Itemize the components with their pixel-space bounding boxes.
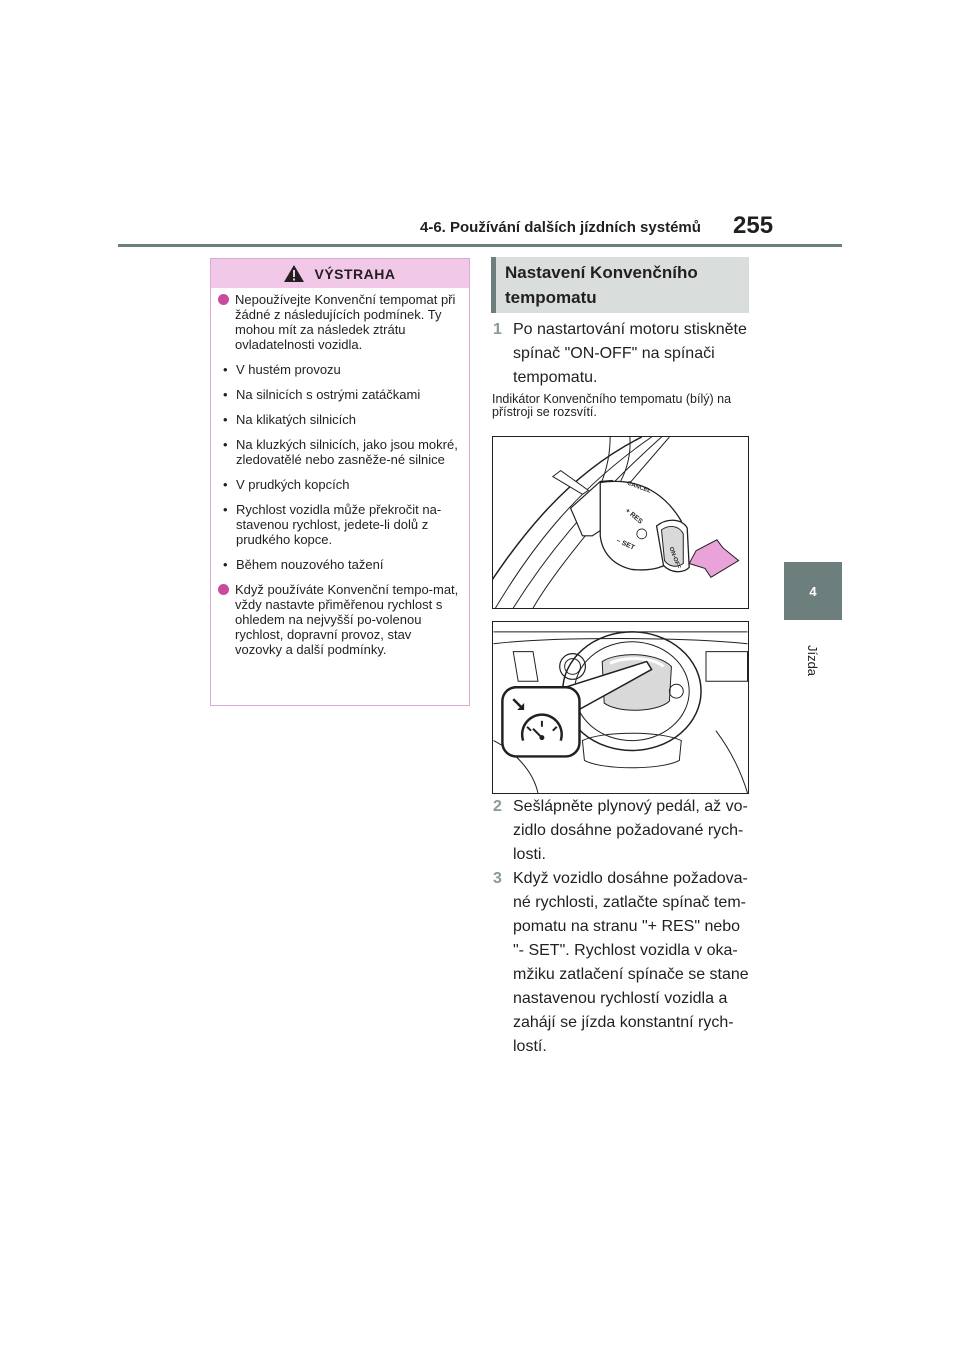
warning-list-item: • Na silnicích s ostrými zatáčkami: [218, 387, 459, 402]
chapter-label: [785, 630, 841, 690]
warning-list-item: • Během nouzového tažení: [218, 557, 459, 572]
chapter-number: 4: [809, 583, 817, 599]
chapter-label-text: Jízda: [805, 644, 821, 676]
figure-cruise-control-lever: [492, 436, 749, 609]
header-rule: [118, 244, 842, 247]
warning-list-item: • V prudkých kopcích: [218, 477, 459, 492]
step-text: Sešlápněte plynový pedál, až vo-zidlo dosáhne požadované rych-losti.: [513, 798, 748, 863]
warning-list-item: • Na kluzkých silnicích, jako jsou mokré, zledovatělé nebo zasněže-né silnice: [218, 437, 459, 467]
figure-instrument-cluster: [492, 621, 749, 794]
press-arrow-icon: [689, 540, 738, 578]
warning-list-item: • Rychlost vozidla může překročit na-stavenou rychlost, jedete-li dolů z prudkého kopce.: [218, 502, 459, 547]
step-1: [493, 318, 755, 390]
step-number: 1: [493, 321, 502, 338]
instrument-cluster-illustration: [493, 622, 748, 793]
section-heading: Nastavení Konvenčního tempomatu: [491, 257, 749, 313]
set-label: – SET: [615, 537, 636, 552]
warning-list-item: • Na klikatých silnicích: [218, 412, 459, 427]
step-text: Po nastartování motoru stiskněte spínač "ON-OFF" na spínači tempomatu.: [513, 321, 747, 386]
step-number: 3: [493, 870, 502, 887]
page-number: 255: [733, 212, 774, 239]
warning-body: [211, 288, 469, 657]
res-label: + RES: [623, 507, 644, 526]
warning-box: [210, 258, 470, 706]
step-text: Když vozidlo dosáhne požadova-né rychlosti, zatlačte spínač tem-pomatu na stranu "+ RES" nebo "- SET". Rychlost vozidla v oka-mžiku zatlačení spínače se stane nastavenou rychlostí vozidla a zahájí se jízda konstantní rych-lostí.: [513, 870, 749, 1055]
step-number: 2: [493, 798, 502, 815]
section-header-title: 4-6. Používání dalších jízdních systémů: [420, 219, 701, 236]
warning-header: [211, 259, 469, 288]
warning-bullet-item: Když používáte Konvenční tempo-mat, vždy nastavte přiměřenou rychlost s ohledem na nejvyšší po-volenou rychlost, dopravní provoz, stav vozovky a další podmínky.: [218, 582, 459, 657]
step-2: [493, 795, 755, 867]
chapter-tab[interactable]: [784, 562, 842, 620]
warning-bullet-item: Nepoužívejte Konvenční tempomat při žádné z následujících podmínek. Ty mohou mít za následek ztrátu ovladatelnosti vozidla.: [218, 292, 459, 352]
cancel-label: CANCEL: [626, 480, 652, 495]
on-off-label: ON-OFF: [667, 546, 681, 570]
step-3: [493, 867, 755, 1059]
indicator-note: Indikátor Konvenčního tempomatu (bílý) na přístroji se rozsvítí.: [492, 392, 732, 419]
warning-list-item: • V hustém provozu: [218, 362, 459, 377]
cruise-control-lever-illustration: [493, 437, 748, 608]
warning-title: VÝSTRAHA: [314, 265, 396, 282]
warning-triangle-icon: [284, 265, 304, 282]
